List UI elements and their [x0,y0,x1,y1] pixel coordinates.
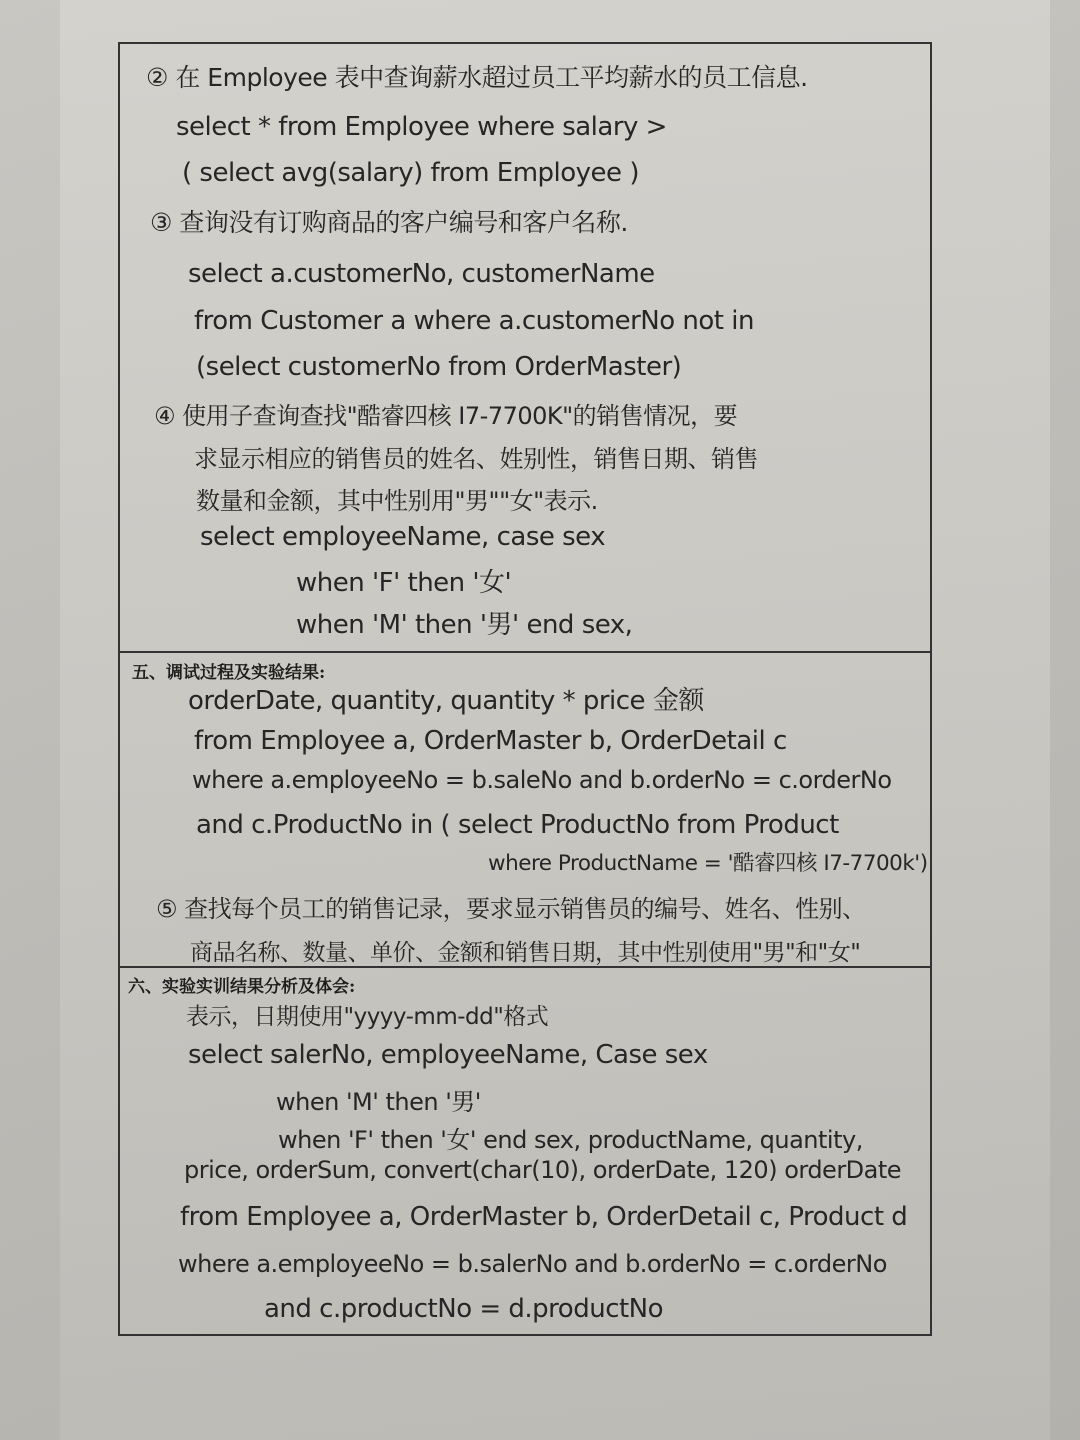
question-5-text: ⑤ 查找每个员工的销售记录，要求显示销售员的编号、姓名、性别、 [156,895,866,923]
question-4-text: 数量和金额，其中性别用"男""女"表示. [196,487,598,515]
sql-line: when 'F' then '女' [296,568,512,598]
sql-line: and c.productNo = d.productNo [264,1294,664,1324]
question-4-text: ④ 使用子查询查找"酷睿四核 I7-7700K"的销售情况，要 [154,402,738,430]
question-3-text: ③ 查询没有订购商品的客户编号和客户名称. [150,208,628,237]
sql-line: from Employee a, OrderMaster b, OrderDetail c [194,726,787,756]
section-heading-6: 六、实验实训结果分析及体会: [128,977,356,997]
sql-line: where a.employeeNo = b.salerNo and b.orderNo = c.orderNo [178,1250,887,1278]
sql-line: where a.employeeNo = b.saleNo and b.orderNo = c.orderNo [192,766,892,794]
sql-line: from Employee a, OrderMaster b, OrderDetail c, Product d [180,1202,908,1232]
sql-line: ( select avg(salary) from Employee ) [182,158,639,188]
sql-line: select a.customerNo, customerName [188,259,655,289]
sql-line: when 'M' then '男' [276,1088,481,1116]
sql-line: when 'F' then '女' end sex, productName, quantity, [278,1126,863,1154]
sql-line: from Customer a where a.customerNo not in [194,306,754,336]
question-5-text: 商品名称、数量、单价、金额和销售日期，其中性别使用"男"和"女" [190,940,861,966]
sql-line: when 'M' then '男' end sex, [296,610,633,640]
section-heading-5: 五、调试过程及实验结果: [132,663,326,683]
question-5-text: 表示，日期使用"yyyy-mm-dd"格式 [186,1004,549,1030]
sql-line: (select customerNo from OrderMaster) [196,352,682,382]
sql-line: and c.ProductNo in ( select ProductNo from Product [196,810,839,840]
sql-line: where ProductName = '酷睿四核 I7-7700k') [488,851,928,876]
sql-line: select employeeName, case sex [200,522,606,552]
question-4-text: 求显示相应的销售员的姓名、姓别性，销售日期、销售 [194,445,758,473]
question-2-text: ② 在 Employee 表中查询薪水超过员工平均薪水的员工信息. [146,63,808,92]
sql-line: select * from Employee where salary > [176,112,667,142]
sql-line: orderDate, quantity, quantity * price 金额 [188,686,704,716]
sql-line: price, orderSum, convert(char(10), orderDate, 120) orderDate [184,1156,902,1184]
sql-line: select salerNo, employeeName, Case sex [188,1040,708,1070]
section-divider-5 [118,651,932,653]
